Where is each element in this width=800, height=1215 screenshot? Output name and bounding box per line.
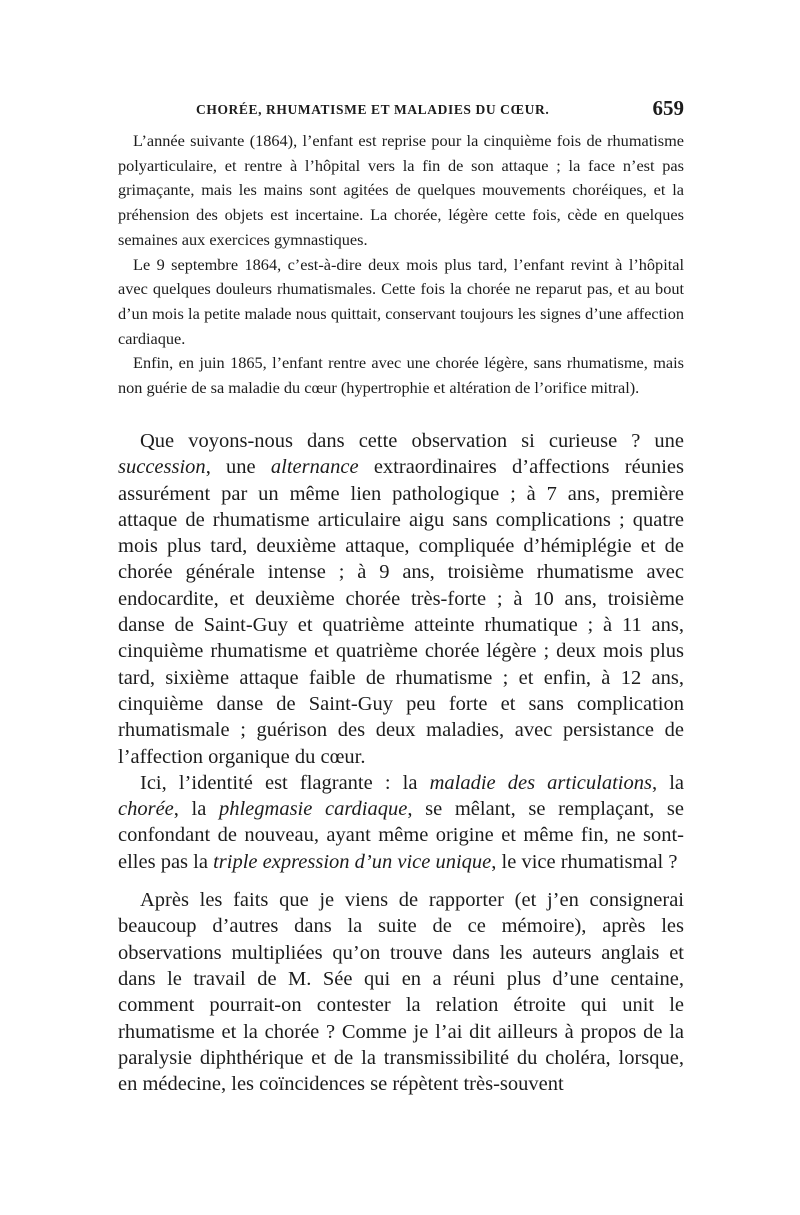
paragraph-observation [118, 428, 684, 770]
text-run: , la [651, 771, 684, 794]
paragraph-small-3: Enfin, en juin 1865, l’enfant rentre avec une chorée légère, sans rhumatisme, mais non guérie de sa maladie du cœur (hypertrophie et altération de l’orifice mitral). [118, 353, 684, 398]
text-run: Que voyons-nous dans cette observation si curieuse ? une [140, 430, 684, 452]
text-run: , se mêlant, se remplaçant, se confondant de nouveau, ayant même origine et même fin, ne sont-elles pas la [118, 798, 685, 873]
italic-term: chorée [118, 798, 174, 821]
text-run: , le vice rhumatismal ? [491, 850, 678, 873]
text-run: extraordinaires d’affections réunies assurément par un même lien pathologique ; à 7 ans, première attaque de rhumatisme articulaire aigu sans complications ; quatre mois plus tard, deuxième attaque, compliquée d’hémiplégie et de chorée générale intense ; à 9 ans, troisième rhumatisme avec endocardite, et deuxième chorée très-forte ; à 10 ans, troisième danse de Saint-Guy et quatrième atteinte rhumatique ; à 11 ans, cinquième rhumatisme et quatrième chorée légère ; deux mois plus tard, sixième attaque faible de rhumatisme ; et enfin, à 12 ans, cinquième danse de Saint-Guy peu forte et sans complication rhumatismale ; guérison des deux maladies, avec persistance de l’affection organique du cœur. [118, 456, 684, 768]
text-run: , une [205, 456, 271, 479]
italic-term: succession [118, 456, 206, 479]
paragraph-conclusion: Après les faits que je viens de rapporter (et j’en consignerai beaucoup d’autres dans la suite de ce mémoire), après les observations multipliées qu’on trouve dans les auteurs anglais et dans le travail de M. Sée qui en a réuni plus d’une centaine, comment pourrait-on contester la relation étroite qui unit le rhumatisme et la chorée ? Comme je l’ai dit ailleurs à propos de la paralysie diphthérique et de la transmissibilité du choléra, lorsque, en médecine, les coïncidences se répètent très-souvent [118, 889, 684, 1096]
page-header [118, 96, 684, 124]
text-run: , la [173, 798, 219, 821]
paragraph-small-2: Le 9 septembre 1864, c’est-à-dire deux mois plus tard, l’enfant revint à l’hôpital avec quelques douleurs rhumatismales. Cette fois la chorée ne reparut pas, et au bout d’un mois la petite malade nous quittait, conservant toujours les signes d’une affection cardiaque. [118, 254, 684, 348]
paragraph-identity [118, 770, 684, 875]
italic-term: maladie des articulations [429, 771, 652, 794]
italic-term: triple expression d’un vice unique [213, 850, 492, 873]
running-head: CHORÉE, RHUMATISME ET MALADIES DU CŒUR. [196, 102, 550, 117]
paragraph-small-1: L’année suivante (1864), l’enfant est reprise pour la cinquième fois de rhumatisme polyarticulaire, et rentre à l’hôpital vers la fin de son attaque ; la face n’est pas grimaçante, mais les mains sont agitées de quelques mouvements choréiques, et la préhension des objets est incertaine. La chorée, légère cette fois, cède en quelques semaines aux exercices gymnastiques. [118, 131, 684, 249]
text-run: Ici, l’identité est flagrante : la [140, 771, 430, 794]
italic-term: alternance [270, 456, 359, 479]
page-number: 659 [652, 96, 684, 120]
italic-term: phlegmasie cardiaque [218, 798, 408, 821]
main-text-block [118, 428, 684, 1097]
small-print-block [118, 129, 684, 401]
